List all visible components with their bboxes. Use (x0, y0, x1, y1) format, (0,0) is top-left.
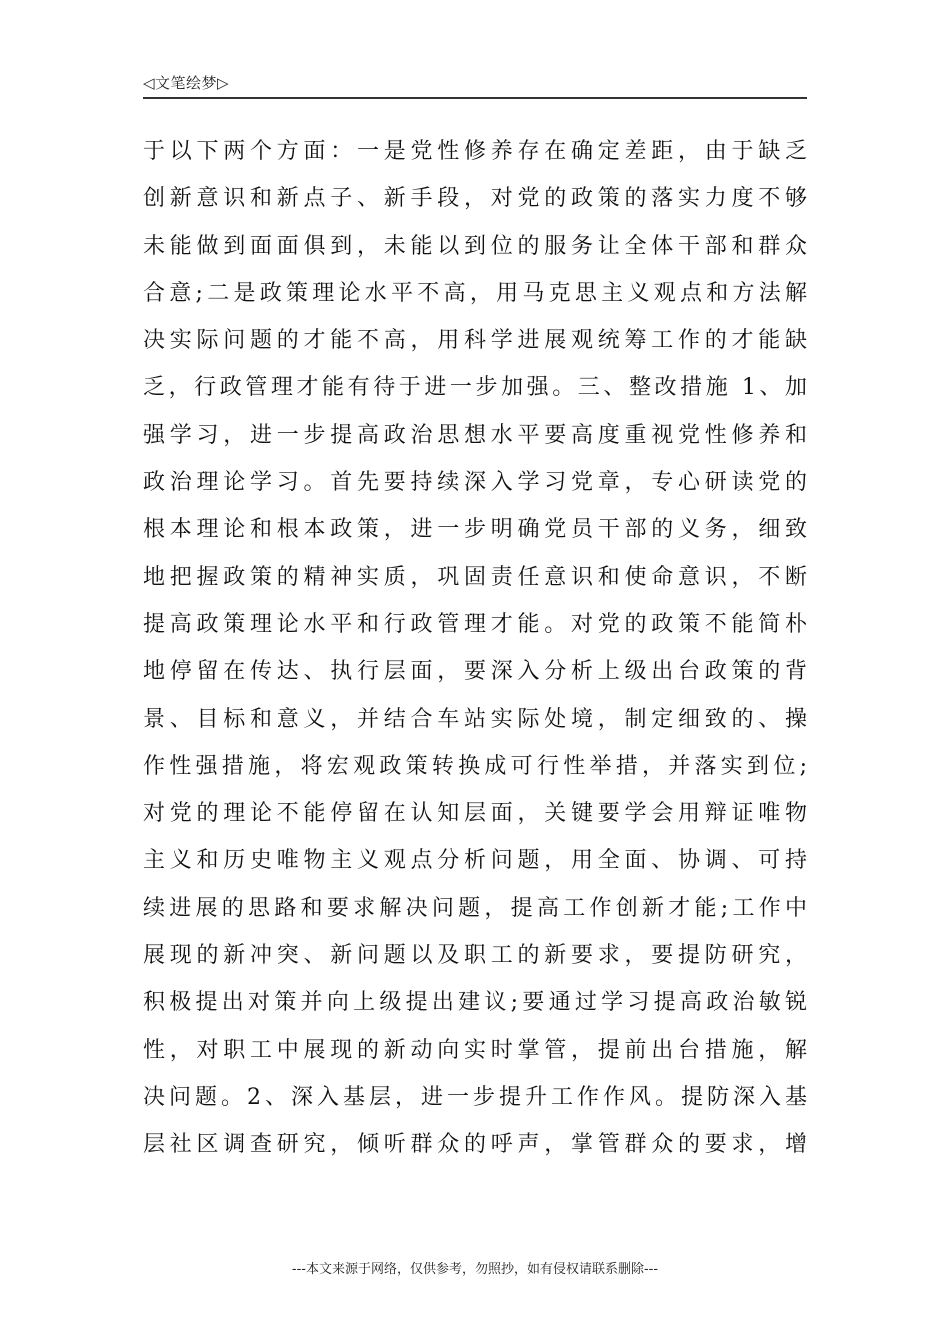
body-line: 强学习，进一步提高政治思想水平要高度重视党性修养和 (143, 422, 807, 448)
body-line: 景、目标和意义，并结合车站实际处境，制定细致的、操 (143, 706, 807, 732)
body-line: 决问题。2、深入基层，进一步提升工作作风。提防深入基 (143, 1084, 807, 1110)
body-line: 未能做到面面俱到，未能以到位的服务让全体干部和群众 (143, 233, 807, 259)
body-line: 续进展的思路和要求解决问题，提高工作创新才能;工作中 (143, 895, 807, 921)
body-line: 主义和历史唯物主义观点分析问题，用全面、协调、可持 (143, 848, 807, 874)
header-divider (143, 97, 807, 99)
body-line: 展现的新冲突、新问题以及职工的新要求，要提防研究， (143, 943, 807, 969)
body-line: 层社区调查研究，倾听群众的呼声，掌管群众的要求，增 (143, 1132, 807, 1158)
body-line: 地停留在传达、执行层面，要深入分析上级出台政策的背 (143, 659, 807, 685)
body-line: 于以下两个方面：一是党性修养存在确定差距，由于缺乏 (143, 139, 807, 164)
body-line: 根本理论和根本政策，进一步明确党员干部的义务，细致 (143, 517, 807, 543)
body-line: 性，对职工中展现的新动向实时掌管，提前出台措施，解 (143, 1037, 807, 1063)
body-line: 积极提出对策并向上级提出建议;要通过学习提高政治敏锐 (143, 990, 807, 1016)
body-line: 对党的理论不能停留在认知层面，关键要学会用辩证唯物 (143, 801, 807, 827)
body-line: 乏，行政管理才能有待于进一步加强。三、整改措施 1、加 (143, 375, 807, 401)
document-body (143, 128, 807, 1169)
body-line: 地把握政策的精神实质，巩固责任意识和使命意识，不断 (143, 564, 807, 590)
body-line: 提高政策理论水平和行政管理才能。对党的政策不能简朴 (143, 611, 807, 637)
body-line: 作性强措施，将宏观政策转换成可行性举措，并落实到位; (143, 753, 807, 779)
body-line: 政治理论学习。首先要持续深入学习党章，专心研读党的 (143, 470, 807, 496)
body-line: 合意;二是政策理论水平不高，用马克思主义观点和方法解 (143, 280, 807, 306)
body-line: 创新意识和新点子、新手段，对党的政策的落实力度不够 (143, 186, 807, 212)
footer-disclaimer: ---本文来源于网络，仅供参考，勿照抄，如有侵权请联系删除--- (291, 1262, 659, 1277)
header-title: ◁文笔绘梦▷ (143, 74, 230, 92)
body-line: 决实际问题的才能不高，用科学进展观统筹工作的才能缺 (143, 328, 807, 354)
